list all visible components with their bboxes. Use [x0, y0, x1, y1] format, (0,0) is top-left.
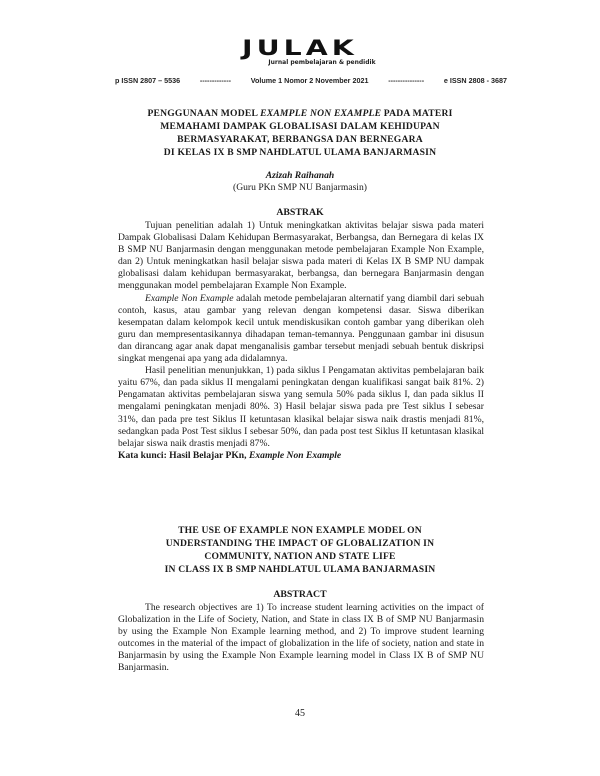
title-emphasis: EXAMPLE NON EXAMPLE	[260, 108, 382, 119]
issn-line	[115, 76, 507, 85]
title-line: DI KELAS IX B SMP NAHDLATUL ULAMA BANJARMASIN	[163, 147, 437, 158]
author-affiliation: (Guru PKn SMP NU Banjarmasin)	[233, 182, 367, 193]
journal-masthead	[0, 38, 600, 66]
abstract-body	[118, 602, 484, 675]
title-line: MEMAHAMI DAMPAK GLOBALISASI DALAM KEHIDUPAN	[160, 121, 440, 132]
abstrak-emphasis: Example Non Example	[145, 292, 234, 304]
title-line: PENGGUNAAN MODEL EXAMPLE NON EXAMPLE PADA MATERI	[147, 108, 453, 119]
abstract-paragraph: The research objectives are 1) To increase student learning activities on the impact of Globalization in the Life of Society, Nation, and State in class IX B of SMP NU Banjarmasin by using the Example Non Example learning method, and 2) To improve student learning outcomes in the material of the impact of globalization in the life of society, nation and state in Banjarmasin by using the Example Non Example learning model in Class IX B of SMP NU Banjarmasin.	[118, 602, 484, 674]
article-title-id	[100, 107, 500, 159]
dash-leader: -------------	[199, 76, 231, 85]
article-title-en	[100, 524, 500, 576]
title-line: BERMASYARAKAT, BERBANGSA DAN BERNEGARA	[177, 134, 423, 145]
abstract-heading: ABSTRACT	[273, 589, 327, 600]
title-line: THE USE OF EXAMPLE NON EXAMPLE MODEL ON	[178, 525, 422, 536]
abstrak-body	[118, 220, 484, 462]
title-line: COMMUNITY, NATION AND STATE LIFE	[204, 551, 396, 562]
page-number: 45	[295, 708, 305, 719]
abstrak-paragraph: Tujuan penelitian adalah 1) Untuk meningkatkan aktivitas belajar siswa pada materi Dampak Globalisasi Dalam Kehidupan Bermasyarakat, Berbangsa, dan Bernegara di kelas IX B SMP NU Banjarmasin dengan menggunakan metode pembelajaran Example Non Example, dan 2) Untuk meningkatkan hasil belajar siswa pada materi di Kelas IX B SMP NU dampak globalisasi dalam kehidupan bermasyarakat, berbangsa, dan bernegara Banjarmasin dengan menggunakan model pembelajaran Example Non Example.	[118, 220, 484, 292]
author-name: Azizah Raihanah	[265, 170, 335, 181]
dash-leader: ---------------	[388, 76, 425, 85]
volume-info: Volume 1 Nomor 2 November 2021	[250, 76, 369, 85]
issn-print: p ISSN 2807 – 5536	[115, 76, 181, 85]
journal-logo: JULAK	[242, 36, 358, 60]
abstrak-paragraph: Hasil penelitian menunjukkan, 1) pada siklus I Pengamatan aktivitas pembelajaran baik yaitu 67%, dan pada siklus II mengalami peningkatan dengan kualifikasi sangat baik 81%. 2) Pengamatan aktivitas pembelajaran siswa yang semula 50% pada siklus I, dan pada siklus II mengalami peningkatan menjadi 80%. 3) Hasil belajar siswa pada pre Test siklus I sebesar 31%, dan pada pre test Siklus II ketuntasan klasikal belajar siswa naik drastis menjadi 81%, sedangkan pada Post Test siklus I sebesar 50%, dan pada post test Siklus II ketuntasan klasikal belajar siswa naik drastis menjadi 87%.	[118, 365, 484, 449]
title-line: IN CLASS IX B SMP NAHDLATUL ULAMA BANJARMASIN	[164, 564, 436, 575]
issn-electronic: e ISSN 2808 - 3687	[443, 76, 507, 85]
journal-tagline: Jurnal pembelajaran & pendidik	[268, 59, 376, 66]
title-line: UNDERSTANDING THE IMPACT OF GLOBALIZATION IN	[165, 538, 435, 549]
abstrak-heading: ABSTRAK	[276, 207, 324, 218]
keywords: Kata kunci: Hasil Belajar PKn, Example Non Example	[118, 449, 342, 461]
abstrak-paragraph: Example Non Example adalah metode pembelajaran alternatif yang diambil dari sebuah contoh, kasus, atau gambar yang relevan dengan kompetensi dasar. Siswa diberikan kesempatan dalam kelompok kecil untuk mendiskusikan contoh gambar yang diberikan oleh guru dan mempresentasikannya dihadapan teman-temannya. Penggunaan gambar ini disusun dan dirancang agar anak dapat menganalisis gambar tersebut menjadi sebuah bentuk diskripsi singkat mengenai apa yang ada didalamnya.	[118, 292, 484, 365]
